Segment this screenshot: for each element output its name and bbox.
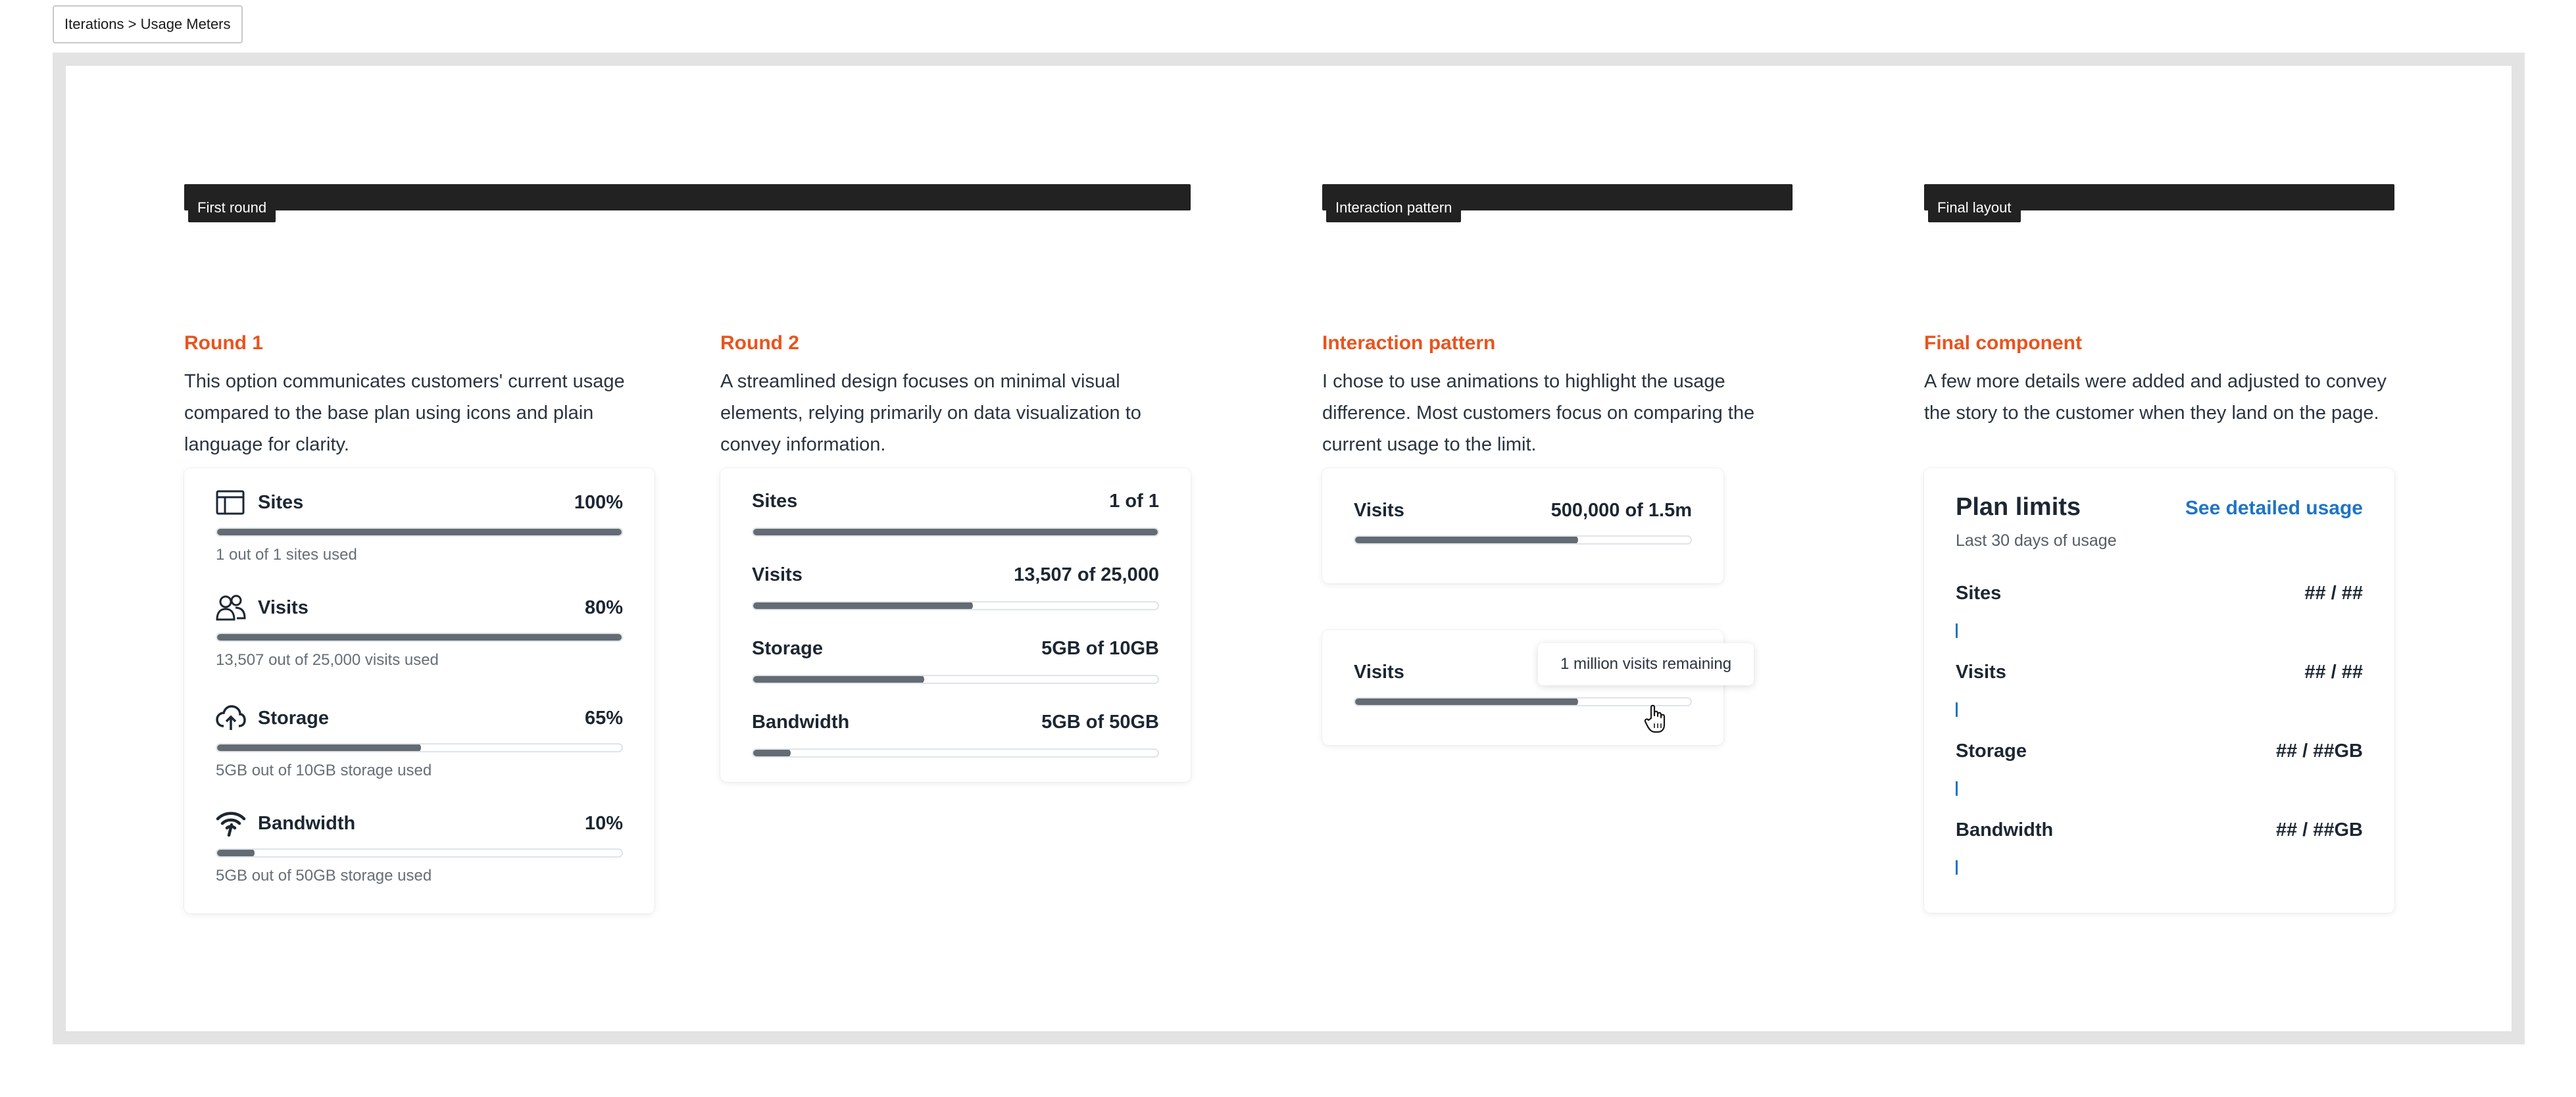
interaction-visits-label: Visits	[1354, 499, 1404, 521]
round2-storage-label: Storage	[752, 637, 823, 659]
round2-description: A streamlined design focuses on minimal visual elements, relying primarily on data visualization to convey information.	[720, 371, 1141, 455]
interaction-hover-visits-bar[interactable]	[1354, 697, 1692, 706]
round1-bandwidth-caption: 5GB out of 50GB storage used	[216, 867, 432, 885]
round2-bandwidth-label: Bandwidth	[752, 711, 850, 733]
first-round-banner	[184, 184, 1191, 216]
round1-bandwidth-value: 10%	[584, 812, 623, 834]
wifi-icon	[216, 810, 246, 837]
round1-sites-value: 100%	[574, 491, 623, 513]
users-icon	[216, 595, 246, 621]
interaction-pattern-tag: Interaction pattern	[1326, 193, 1461, 222]
round1-storage-label: Storage	[258, 707, 329, 729]
final-title: Final component	[1924, 332, 2082, 354]
artboard-frame	[53, 53, 2525, 1044]
round2-sites-label: Sites	[752, 490, 798, 512]
round1-visits-caption: 13,507 out of 25,000 visits used	[216, 651, 439, 669]
round1-visits-value: 80%	[584, 597, 623, 618]
interaction-description: I chose to use animations to highlight the usage difference. Most customers focus on comparing the current usage to the limit.	[1322, 371, 1755, 455]
see-detailed-usage-link[interactable]: See detailed usage	[2185, 497, 2363, 519]
round2-title: Round 2	[720, 332, 799, 354]
round2-usage-card	[720, 468, 1191, 782]
round1-storage-caption: 5GB out of 10GB storage used	[216, 762, 432, 779]
round1-storage-value: 65%	[584, 707, 623, 729]
round2-bandwidth-value: 5GB of 50GB	[1041, 711, 1159, 733]
limit-storage-bar	[1956, 781, 1958, 796]
limit-visits-bar	[1956, 702, 1958, 717]
cloud-upload-icon	[216, 705, 246, 731]
round2-bandwidth-bar	[752, 748, 1159, 758]
round2-visits-value: 13,507 of 25,000	[1014, 564, 1159, 585]
hand-pointer-cursor-icon	[1643, 704, 1670, 734]
limit-row-bandwidth	[1956, 817, 2363, 843]
breadcrumb[interactable]: Iterations > Usage Meters	[53, 5, 243, 43]
limit-storage-label: Storage	[1956, 740, 2027, 762]
round1-meter-sites	[216, 489, 623, 564]
round1-title: Round 1	[184, 332, 263, 354]
limit-storage-value: ## / ##GB	[2275, 740, 2363, 762]
final-layout-banner	[1924, 184, 2394, 216]
interaction-pattern-banner	[1322, 184, 1793, 216]
round2-storage-bar-fill	[752, 675, 924, 684]
round1-visits-bar	[216, 633, 623, 642]
artboard-canvas	[66, 66, 2512, 1031]
final-description: A few more details were added and adjusted to convey the story to the customer when they land on the page.	[1924, 371, 2387, 424]
limit-bandwidth-label: Bandwidth	[1956, 819, 2054, 841]
interaction-hover-visits-bar-fill	[1354, 697, 1578, 706]
round2-visits-bar	[752, 601, 1159, 610]
visits-remaining-tooltip: 1 million visits remaining	[1538, 643, 1754, 685]
round2-sites-value: 1 of 1	[1109, 490, 1159, 512]
final-layout-tag: Final layout	[1928, 193, 2021, 222]
limit-row-sites	[1956, 580, 2363, 606]
round1-column	[184, 329, 658, 460]
round1-sites-caption: 1 out of 1 sites used	[216, 546, 357, 564]
round2-meter-visits	[752, 562, 1159, 610]
limit-bandwidth-bar	[1956, 860, 1958, 875]
limit-sites-bar	[1956, 623, 1958, 638]
round2-bandwidth-bar-fill	[752, 748, 791, 758]
interaction-visits-bar-fill	[1354, 535, 1578, 545]
round1-meter-bandwidth	[216, 810, 623, 885]
limit-row-visits	[1956, 659, 2363, 685]
round1-description: This option communicates customers' current usage compared to the base plan using icons and plain language for clarity.	[184, 371, 625, 455]
interaction-visits-bar	[1354, 535, 1692, 545]
limit-sites-label: Sites	[1956, 582, 2002, 604]
round1-usage-card	[184, 468, 655, 914]
round2-column	[720, 329, 1194, 460]
round1-bandwidth-label: Bandwidth	[258, 812, 356, 834]
round1-visits-bar-fill	[216, 633, 623, 642]
round1-storage-bar	[216, 743, 623, 752]
interaction-title: Interaction pattern	[1322, 332, 1496, 354]
plan-limits-title: Plan limits	[1956, 493, 2081, 521]
interaction-card-default	[1322, 468, 1723, 583]
plan-limits-subtitle: Last 30 days of usage	[1956, 531, 2117, 550]
round1-meter-visits	[216, 595, 623, 670]
plan-limits-card	[1924, 468, 2394, 913]
round2-storage-value: 5GB of 10GB	[1041, 637, 1159, 659]
limit-row-storage	[1956, 738, 2363, 764]
round1-bandwidth-bar-fill	[216, 848, 255, 858]
browser-window-icon	[216, 489, 246, 516]
round1-sites-bar-fill	[216, 527, 623, 537]
limit-bandwidth-value: ## / ##GB	[2275, 819, 2363, 841]
limit-visits-label: Visits	[1956, 661, 2006, 683]
round1-storage-bar-fill	[216, 743, 421, 752]
round1-bandwidth-bar	[216, 848, 623, 858]
round2-sites-bar	[752, 527, 1159, 537]
round2-sites-bar-fill	[752, 527, 1159, 537]
interaction-visits-value: 500,000 of 1.5m	[1550, 499, 1692, 521]
round1-meter-storage	[216, 705, 623, 780]
interaction-column	[1322, 329, 1793, 460]
round1-sites-bar	[216, 527, 623, 537]
round2-meter-storage	[752, 635, 1159, 684]
interaction-hover-visits-label: Visits	[1354, 661, 1404, 683]
round2-meter-sites	[752, 488, 1159, 537]
round1-sites-label: Sites	[258, 491, 304, 513]
interaction-meter-visits	[1354, 497, 1692, 545]
round1-visits-label: Visits	[258, 597, 309, 618]
round2-storage-bar	[752, 675, 1159, 684]
first-round-tag: First round	[188, 193, 276, 222]
round2-visits-label: Visits	[752, 564, 803, 585]
limit-sites-value: ## / ##	[2304, 582, 2363, 604]
round2-meter-bandwidth	[752, 709, 1159, 758]
limit-visits-value: ## / ##	[2304, 661, 2363, 683]
round2-visits-bar-fill	[752, 601, 973, 610]
final-column	[1924, 329, 2394, 429]
